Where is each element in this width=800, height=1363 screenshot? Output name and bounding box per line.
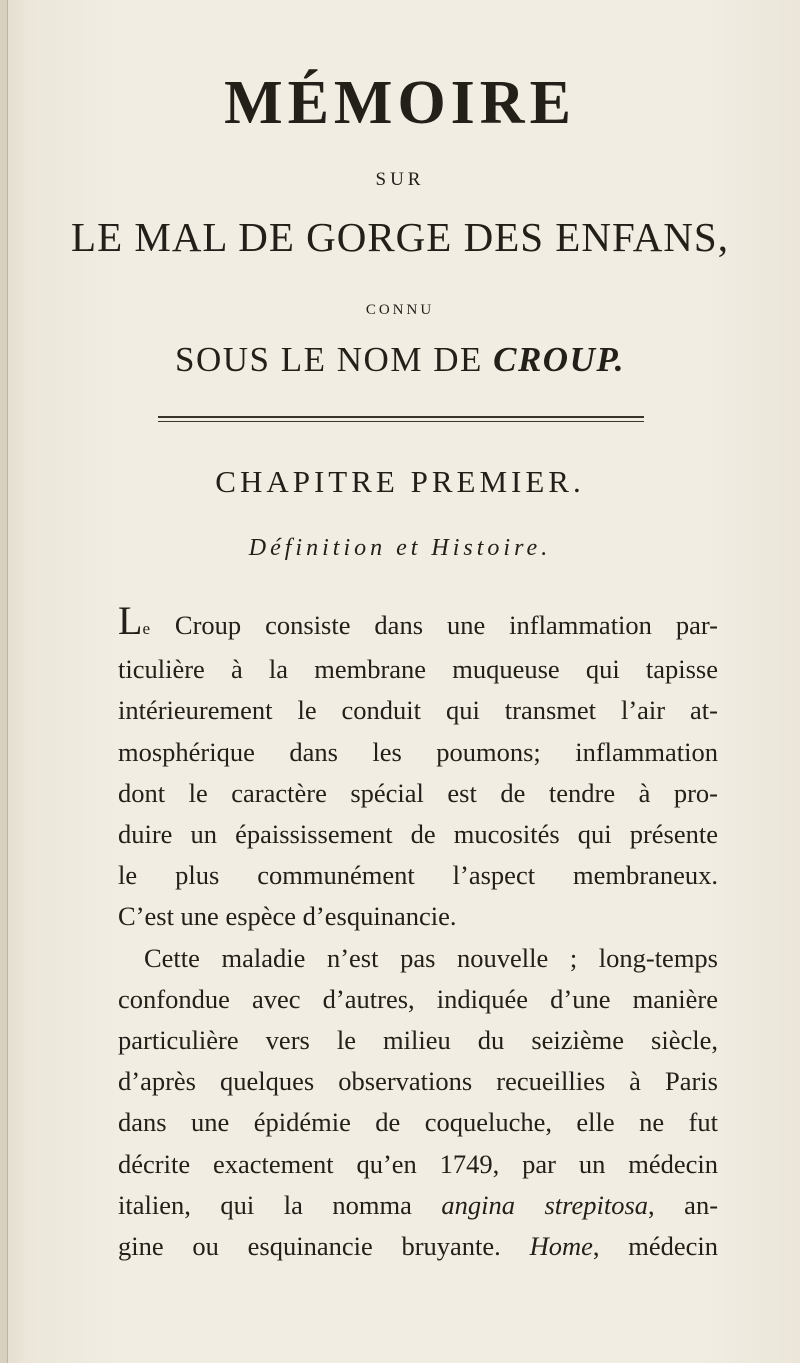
title-divider-thick — [158, 416, 644, 418]
text-line: particulière vers le milieu du seizième siècle, — [118, 1025, 718, 1056]
drop-cap: L — [118, 598, 143, 643]
text-fragment: , an- — [648, 1189, 719, 1220]
text-fragment: , médecin — [592, 1231, 718, 1262]
text-line: décrite exactement qu’en 1749, par un médecin — [118, 1148, 718, 1179]
title-name-prefix: SOUS LE NOM DE — [175, 340, 483, 379]
text-line: confondue avec d’autres, indiquée d’une manière — [118, 983, 718, 1014]
text-line: dans une épidémie de coqueluche, elle ne fut — [118, 1107, 718, 1138]
drop-cap-rest: e — [142, 619, 151, 638]
body-text — [118, 600, 718, 1267]
chapter-heading: CHAPITRE PREMIER. — [215, 464, 585, 499]
text-fragment: gine ou esquinancie bruyante. — [118, 1231, 530, 1262]
page-subtitle: LE MAL DE GORGE DES ENFANS, — [71, 214, 729, 260]
text-fragment: Croup consiste dans une inflammation par- — [150, 610, 718, 640]
page-edge — [0, 0, 8, 1363]
text-line: duire un épaississement de mucosités qui présente — [118, 819, 718, 850]
text-line: mosphérique dans les poumons; inflammation — [118, 736, 718, 767]
italic-name: Home — [529, 1231, 593, 1262]
section-heading: Définition et Histoire. — [248, 535, 552, 561]
text-line: intérieurement le conduit qui transmet l’air at- — [118, 695, 718, 726]
title-connector-sur: SUR — [375, 169, 425, 190]
text-line: dont le caractère spécial est de tendre à pro- — [118, 777, 718, 808]
text-line: d’après quelques observations recueillies à Paris — [118, 1066, 718, 1097]
text-line: C’est une espèce d’esquinancie. — [118, 901, 457, 932]
text-line — [118, 1185, 718, 1226]
text-line — [118, 600, 718, 649]
title-name-line — [0, 338, 800, 382]
text-line: Cette maladie n’est pas nouvelle ; long-temps — [144, 942, 718, 973]
italic-term: angina strepitosa — [441, 1189, 649, 1220]
page-title: MÉMOIRE — [224, 69, 576, 137]
text-line: ticulière à la membrane muqueuse qui tapisse — [118, 654, 718, 685]
title-name-word: CROUP. — [493, 340, 625, 379]
text-fragment: italien, qui la nomma — [118, 1189, 442, 1220]
text-line: le plus communément l’aspect membraneux. — [118, 860, 718, 891]
text-line — [118, 1226, 718, 1267]
title-connector-connu: CONNU — [365, 302, 435, 318]
title-divider-thin — [158, 421, 644, 422]
